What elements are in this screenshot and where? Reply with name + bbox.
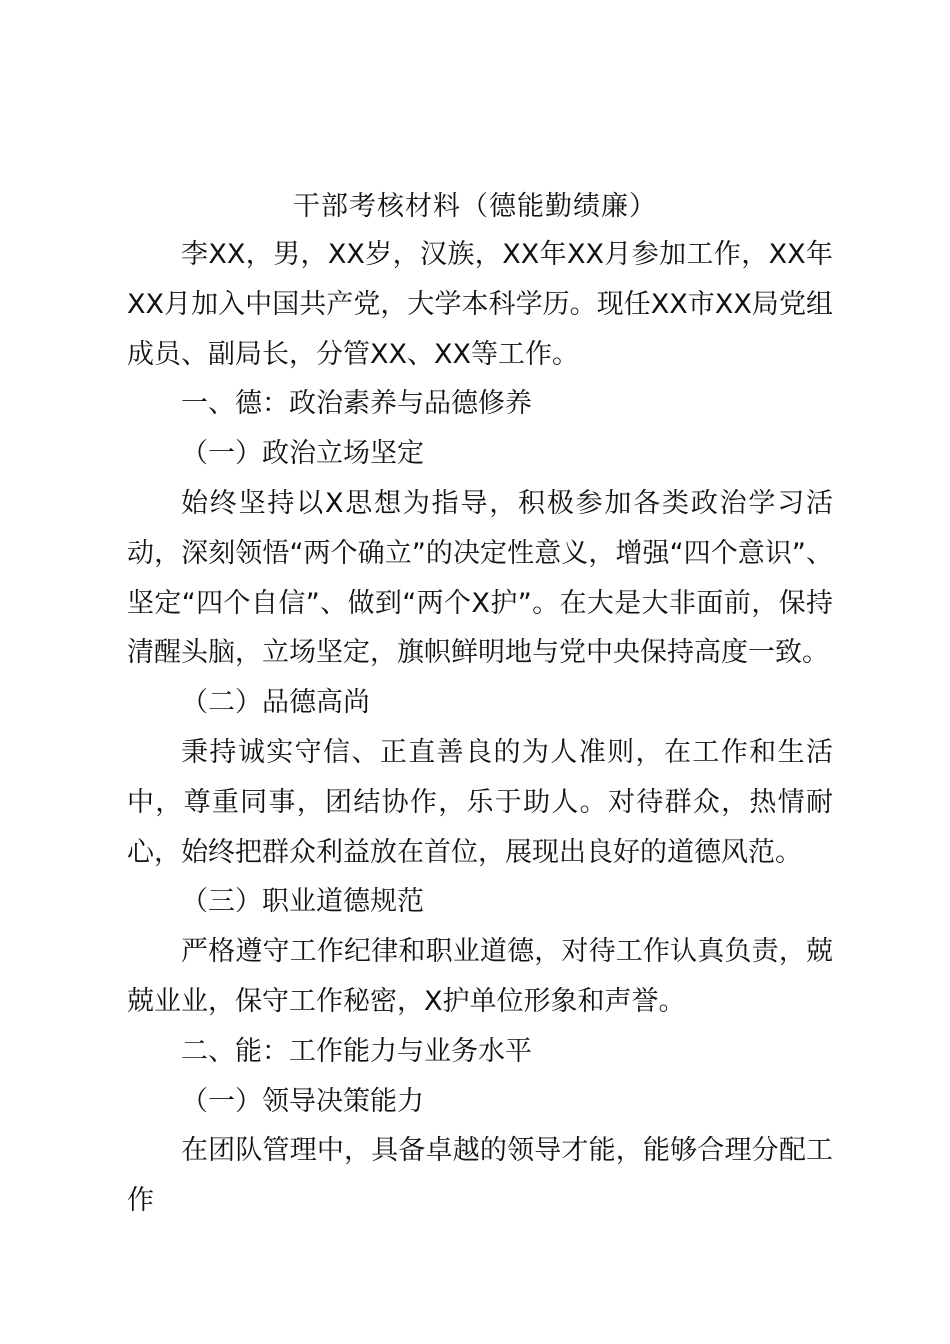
subsection-heading-leadership: （一）领导决策能力 — [181, 1085, 424, 1117]
document-title: 干部考核材料（德能勤绩廉） — [293, 191, 657, 222]
subsection-heading-professional-ethics: （三）职业道德规范 — [181, 886, 424, 918]
document-body — [127, 230, 833, 1226]
paragraph-professional-ethics: 严格遵守工作纪律和职业道德，对待工作认真负责，兢兢业业，保守工作秘密，X护单位形象和声誉。 — [127, 936, 833, 1017]
section-heading-de: 一、德：政治素养与品德修养 — [181, 388, 532, 420]
subsection-heading-moral-character: （二）品德高尚 — [181, 687, 370, 719]
paragraph-leadership: 在团队管理中，具备卓越的领导才能，能够合理分配工作 — [127, 1135, 833, 1217]
paragraph-moral-character: 秉持诚实守信、正直善良的为人准则，在工作和生活中，尊重同事，团结协作，乐于助人。对待群众，热情耐心，始终把群众利益放在首位，展现出良好的道德风范。 — [127, 736, 833, 868]
paragraph-political-stance: 始终坚持以X思想为指导，积极参加各类政治学习活动，深刻领悟“两个确立”的决定性意义，增强“四个意识”、坚定“四个自信”、做到“两个X护”。在大是大非面前，保持清醒头脑，立场坚定，旗帜鲜明地与党中央保持高度一致。 — [127, 487, 833, 669]
intro-paragraph: 李XX，男，XX岁，汉族，XX年XX月参加工作，XX年XX月加入中国共产党，大学本科学历。现任XX市XX局党组成员、副局长，分管XX、XX等工作。 — [127, 239, 833, 370]
subsection-heading-political-stance: （一）政治立场坚定 — [181, 438, 424, 470]
section-heading-neng: 二、能：工作能力与业务水平 — [181, 1035, 532, 1067]
